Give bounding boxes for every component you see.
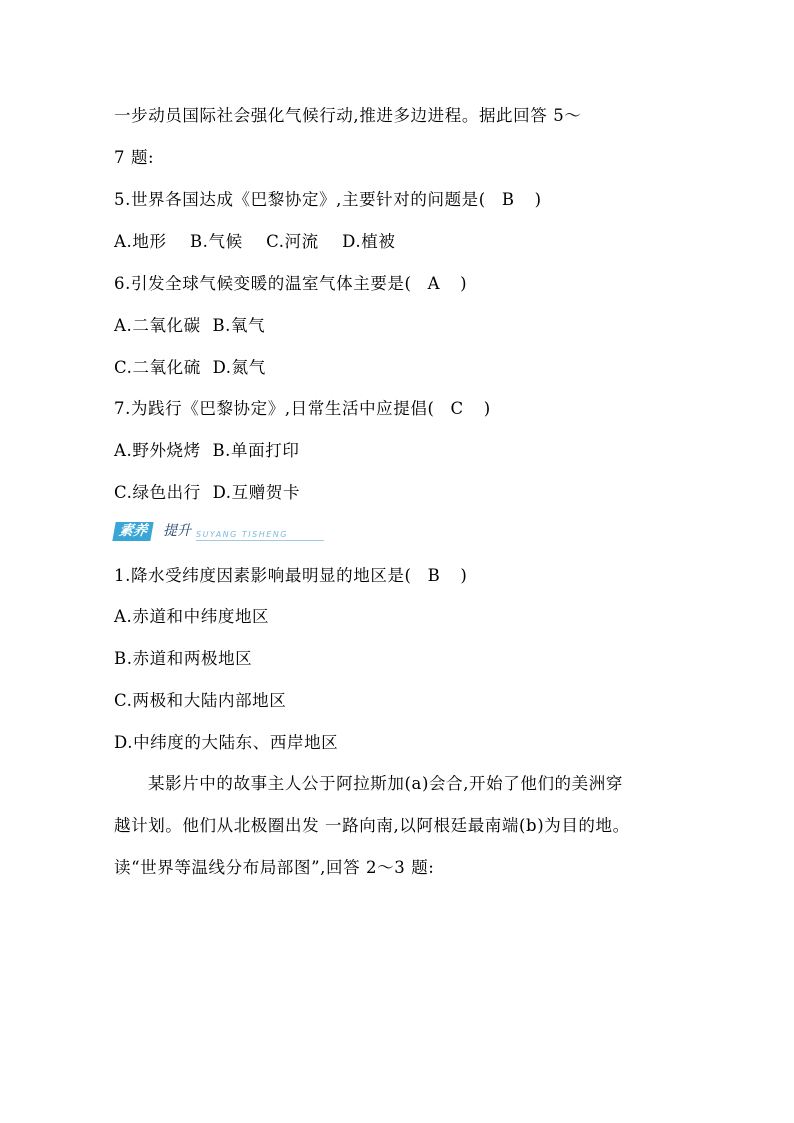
question-6-options-2: C.二氧化硫 D.氮气 bbox=[114, 358, 266, 377]
passage-line-2: 越计划。他们从北极圈出发 一路向南,以阿根廷最南端(b)为目的地。 bbox=[114, 816, 630, 835]
question-7-options-1: A.野外烧烤 B.单面打印 bbox=[114, 441, 300, 460]
question-7-options-2: C.绿色出行 D.互赠贺卡 bbox=[114, 483, 301, 502]
question-stem-text: 7.为践行《巴黎协定》,日常生活中应提倡( bbox=[114, 399, 435, 418]
section-tag: 素养 bbox=[112, 522, 153, 541]
question-s1-option-c: C.两极和大陆内部地区 bbox=[114, 691, 287, 710]
question-6-stem bbox=[114, 272, 467, 296]
question-stem-text: 1.降水受纬度因素影响最明显的地区是( bbox=[114, 566, 412, 585]
close-paren: ) bbox=[460, 566, 468, 585]
question-5-stem bbox=[114, 188, 542, 212]
section-divider bbox=[196, 540, 324, 541]
close-paren: ) bbox=[534, 190, 542, 209]
intro-line-2: 7 题: bbox=[114, 148, 155, 167]
question-5-options: A.地形 B.气候 C.河流 D.植被 bbox=[114, 232, 396, 251]
close-paren: ) bbox=[483, 399, 491, 418]
question-6-options-1: A.二氧化碳 B.氧气 bbox=[114, 316, 266, 335]
question-s1-option-a: A.赤道和中纬度地区 bbox=[114, 607, 270, 626]
answer-letter: A bbox=[427, 274, 441, 293]
question-s1-option-b: B.赤道和两极地区 bbox=[114, 649, 253, 668]
section-banner bbox=[114, 521, 324, 543]
answer-letter: B bbox=[501, 190, 515, 209]
answer-letter: B bbox=[427, 566, 441, 585]
passage-line-3: 读“世界等温线分布局部图”,回答 2～3 题: bbox=[114, 858, 435, 877]
question-stem-text: 5.世界各国达成《巴黎协定》,主要针对的问题是( bbox=[114, 190, 486, 209]
close-paren: ) bbox=[460, 274, 468, 293]
question-s1-stem bbox=[114, 564, 467, 588]
question-stem-text: 6.引发全球气候变暖的温室气体主要是( bbox=[114, 274, 412, 293]
question-7-stem bbox=[114, 397, 491, 421]
section-tag-suffix: 提升 bbox=[163, 523, 191, 539]
passage-line-1: 某影片中的故事主人公于阿拉斯加(a)会合,开始了他们的美洲穿 bbox=[148, 774, 623, 793]
intro-line-1: 一步动员国际社会强化气候行动,推进多边进程。据此回答 5～ bbox=[114, 106, 582, 125]
answer-letter: C bbox=[450, 399, 464, 418]
section-tag-english: SUYANG TISHENG bbox=[196, 530, 288, 539]
question-s1-option-d: D.中纬度的大陆东、西岸地区 bbox=[114, 733, 339, 752]
